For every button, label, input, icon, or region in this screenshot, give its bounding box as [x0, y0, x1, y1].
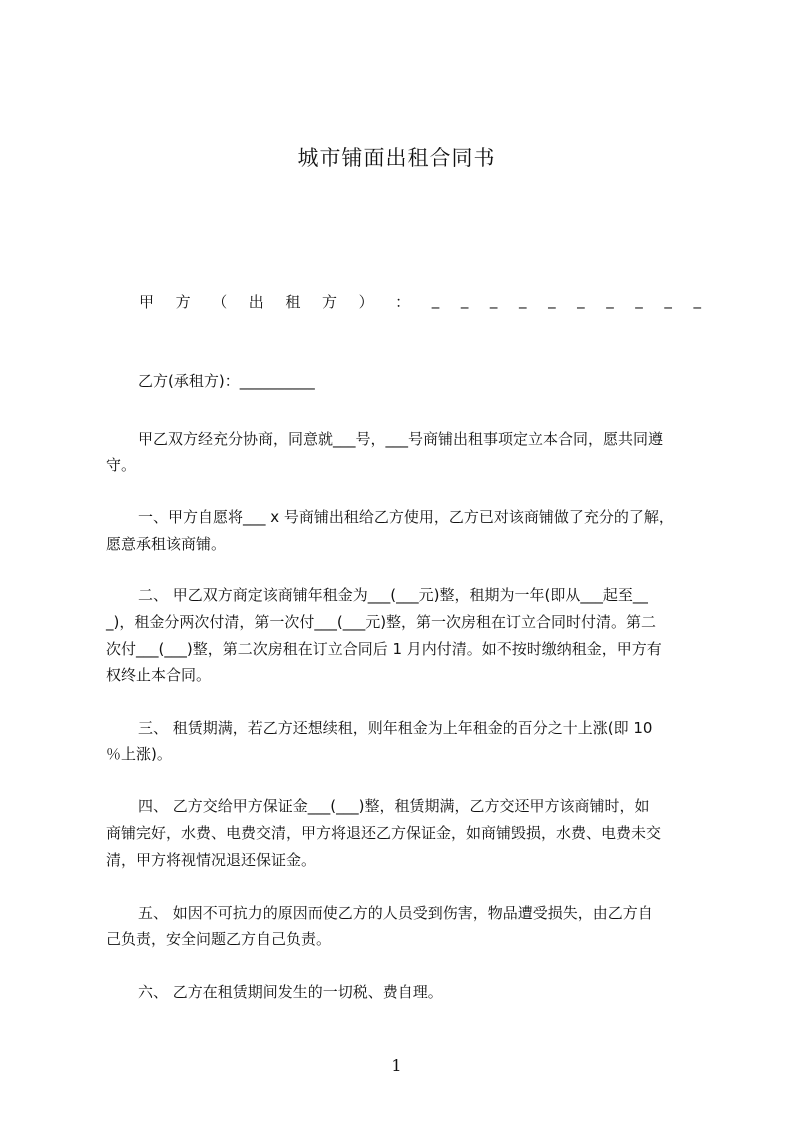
party-a-blank: _ — [693, 291, 701, 309]
clause-2-line: _)，租金分两次付清，第一次付___(___元)整，第一次房租在订立合同时付清。第二 — [106, 613, 657, 631]
clause-1-line: 愿意承租该商铺。 — [106, 535, 227, 553]
party-b-line: 乙方(承租方)：__________ — [138, 372, 315, 390]
party-a-char: 出 — [248, 293, 264, 311]
clause-3-line: ％上涨)。 — [106, 745, 172, 763]
party-a-char: （ — [212, 293, 228, 311]
party-a-char: 租 — [285, 293, 301, 311]
clause-4-line: 商铺完好，水费、电费交清，甲方将退还乙方保证金，如商铺毁损，水费、电费未交 — [106, 824, 662, 842]
party-a-blank: _ — [664, 291, 672, 309]
clause-4-line: 四、 乙方交给甲方保证金___(___)整，租赁期满，乙方交还甲方该商铺时，如 — [138, 797, 650, 815]
clause-4-line: 清，甲方将视情况退还保证金。 — [106, 851, 317, 869]
document-title: 城市铺面出租合同书 — [297, 146, 496, 170]
clause-6-line: 六、 乙方在租赁期间发生的一切税、费自理。 — [138, 983, 443, 1001]
party-a-blank: _ — [548, 291, 556, 309]
party-a-blank: _ — [577, 291, 585, 309]
party-a-blank: _ — [635, 291, 643, 309]
party-a-char: ） — [358, 293, 374, 311]
clause-2-line: 次付___(___)整，第二次房租在订立合同后 1 月内付清。如不按时缴纳租金，甲方有 — [106, 640, 662, 658]
party-a-blank: _ — [489, 291, 498, 309]
party-a-blank: _ — [431, 291, 440, 309]
clause-1-line: 一、甲方自愿将___ x 号商铺出租给乙方使用，乙方已对该商铺做了充分的了解， — [138, 508, 674, 526]
party-a-char: ： — [395, 293, 411, 311]
intro-line: 守。 — [106, 456, 137, 474]
clause-2-line: 二、 甲乙双方商定该商铺年租金为___(___元)整，租期为一年(即从___起至__ — [138, 586, 648, 604]
clause-5-line: 己负责，安全问题乙方自己负责。 — [106, 930, 332, 948]
page-number: 1 — [391, 1056, 402, 1075]
party-a-char: 方 — [321, 293, 337, 311]
clause-5-line: 五、 如因不可抗力的原因而使乙方的人员受到伤害，物品遭受损失，由乙方自 — [138, 904, 653, 922]
party-a-line — [139, 291, 701, 312]
clause-3-line: 三、 租赁期满，若乙方还想续租，则年租金为上年租金的百分之十上涨(即 10 — [138, 719, 653, 737]
clause-2-line: 权终止本合同。 — [106, 666, 212, 684]
party-a-blank: _ — [460, 291, 469, 309]
party-a-char: 甲 — [139, 293, 155, 311]
party-a-char: 方 — [175, 293, 191, 311]
party-a-blank: _ — [518, 291, 527, 309]
party-a-blank: _ — [606, 291, 614, 309]
intro-line: 甲乙双方经充分协商，同意就___号，___号商铺出租事项定立本合同，愿共同遵 — [138, 430, 664, 448]
